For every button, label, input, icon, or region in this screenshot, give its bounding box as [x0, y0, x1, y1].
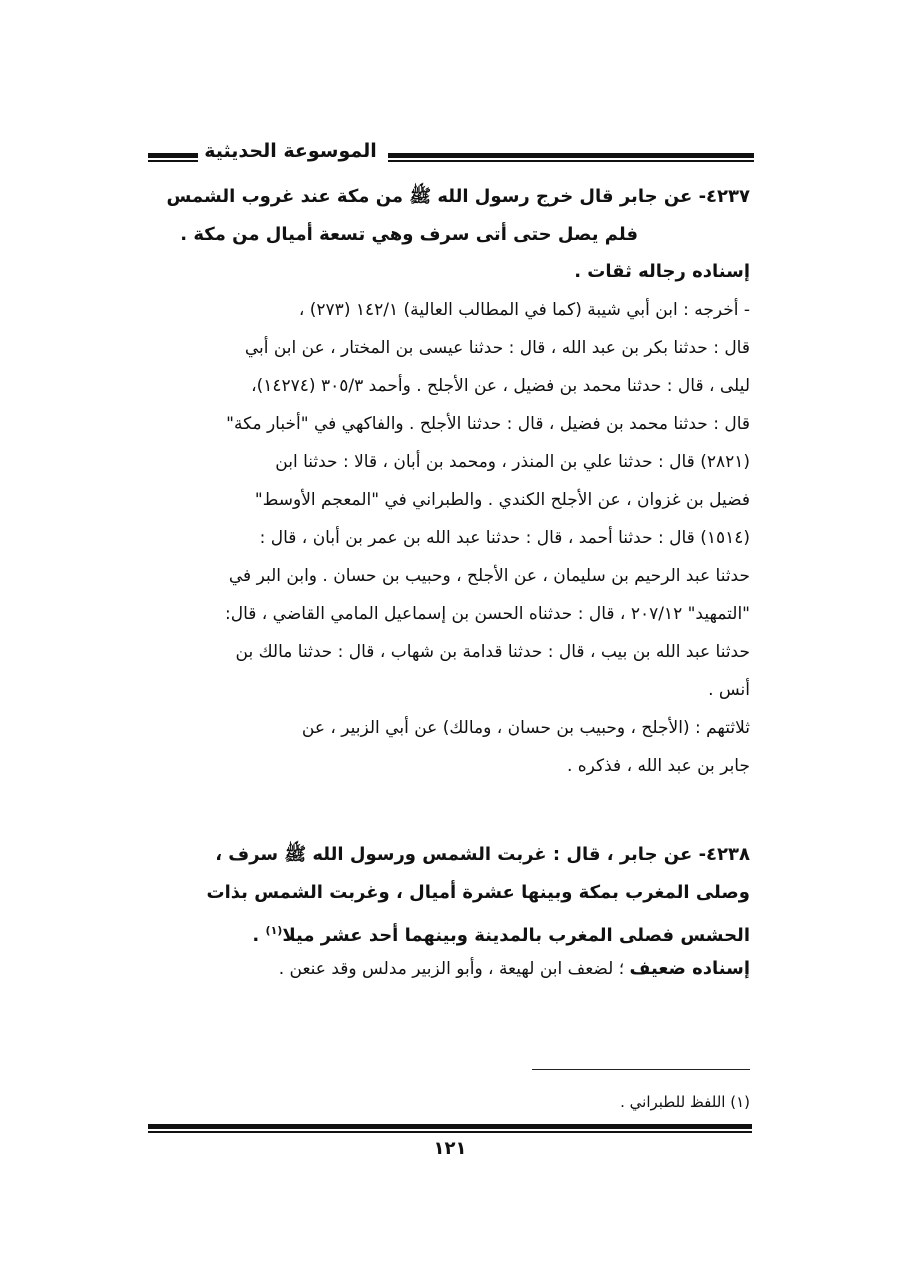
takhrij-line-10: حدثنا عبد الله بن بيب ، قال : حدثنا قدامة بن شهاب ، قال : حدثنا مالك بن	[235, 642, 750, 662]
takhrij-line-7: (١٥١٤) قال : حدثنا أحمد ، قال : حدثنا عبد الله بن عمر بن أبان ، قال :	[259, 528, 750, 548]
takhrij-line-8: حدثنا عبد الرحيم بن سليمان ، عن الأجلح ، وحبيب بن حسان . وابن البر في	[228, 566, 750, 586]
header-rule-left-thick	[388, 153, 754, 158]
takhrij-line-5: (٢٨٢١) قال : حدثنا علي بن المنذر ، ومحمد بن أبان ، قالا : حدثنا ابن	[275, 452, 750, 472]
takhrij-line-6: فضيل بن غزوان ، عن الأجلح الكندي . والطبراني في "المعجم الأوسط"	[254, 490, 750, 510]
header-rule-right-thick	[148, 153, 198, 158]
takhrij-line-9: "التمهيد" ٢٠٧/١٢ ، قال : حدثناه الحسن بن إسماعيل المامي القاضي ، قال:	[224, 604, 750, 624]
running-header-title: الموسوعة الحديثية	[204, 140, 377, 162]
footer-rule-thin	[148, 1131, 752, 1133]
hadith-4237-line-2: فلم يصل حتى أتى سرف وهي تسعة أميال من مكة .	[180, 224, 638, 245]
footer-rule-thick	[148, 1124, 752, 1129]
hadith-4238-grading	[279, 954, 750, 984]
takhrij-line-4: قال : حدثنا محمد بن فضيل ، قال : حدثنا الأجلح . والفاكهي في "أخبار مكة"	[226, 414, 750, 434]
takhrij-line-2: قال : حدثنا بكر بن عبد الله ، قال : حدثنا عيسى بن المختار ، عن ابن أبي	[244, 338, 750, 358]
page-number: ١٢١	[433, 1138, 467, 1159]
hadith-4238-line-1: ٤٢٣٨- عن جابر ، قال : غربت الشمس ورسول الله ﷺ سرف ،	[215, 844, 750, 865]
summary-line-2: جابر بن عبد الله ، فذكره .	[566, 756, 750, 776]
takhrij-line-3: ليلى ، قال : حدثنا محمد بن فضيل ، عن الأجلح . وأحمد ٣٠٥/٣ (١٤٢٧٤)،	[251, 376, 750, 396]
hadith-4238-grading-label: إسناده ضعيف	[629, 958, 750, 979]
footnote-reference[interactable]: (١)	[265, 924, 283, 937]
hadith-4238-grading-text: ؛ لضعف ابن لهيعة ، وأبو الزبير مدلس وقد عنعن .	[278, 959, 630, 979]
footnote-1: (١) اللفظ للطبراني .	[620, 1093, 750, 1111]
hadith-4237-line-1: ٤٢٣٧- عن جابر قال خرج رسول الله ﷺ من مكة عند غروب الشمس	[166, 186, 750, 207]
header-rule-right-thin	[148, 160, 198, 162]
hadith-4238-line-3-end: .	[252, 925, 266, 946]
takhrij-line-11: أنس .	[708, 680, 750, 700]
hadith-4238-line-3	[252, 916, 750, 951]
header-rule-left-thin	[388, 160, 754, 162]
summary-line-1: ثلاثتهم : (الأجلح ، وحبيب بن حسان ، ومالك) عن أبي الزبير ، عن	[301, 718, 750, 738]
takhrij-line-1: - أخرجه : ابن أبي شيبة (كما في المطالب العالية) ١٤٢/١ (٢٧٣) ،	[298, 300, 750, 320]
hadith-4237-grading: إسناده رجاله ثقات .	[574, 261, 750, 282]
hadith-4238-line-2: وصلى المغرب بمكة وبينها عشرة أميال ، وغربت الشمس بذات	[206, 882, 750, 903]
footnote-separator	[532, 1069, 750, 1070]
hadith-4238-line-3-text: الحشس فصلى المغرب بالمدينة وبينهما أحد عشر ميلا	[282, 925, 750, 946]
